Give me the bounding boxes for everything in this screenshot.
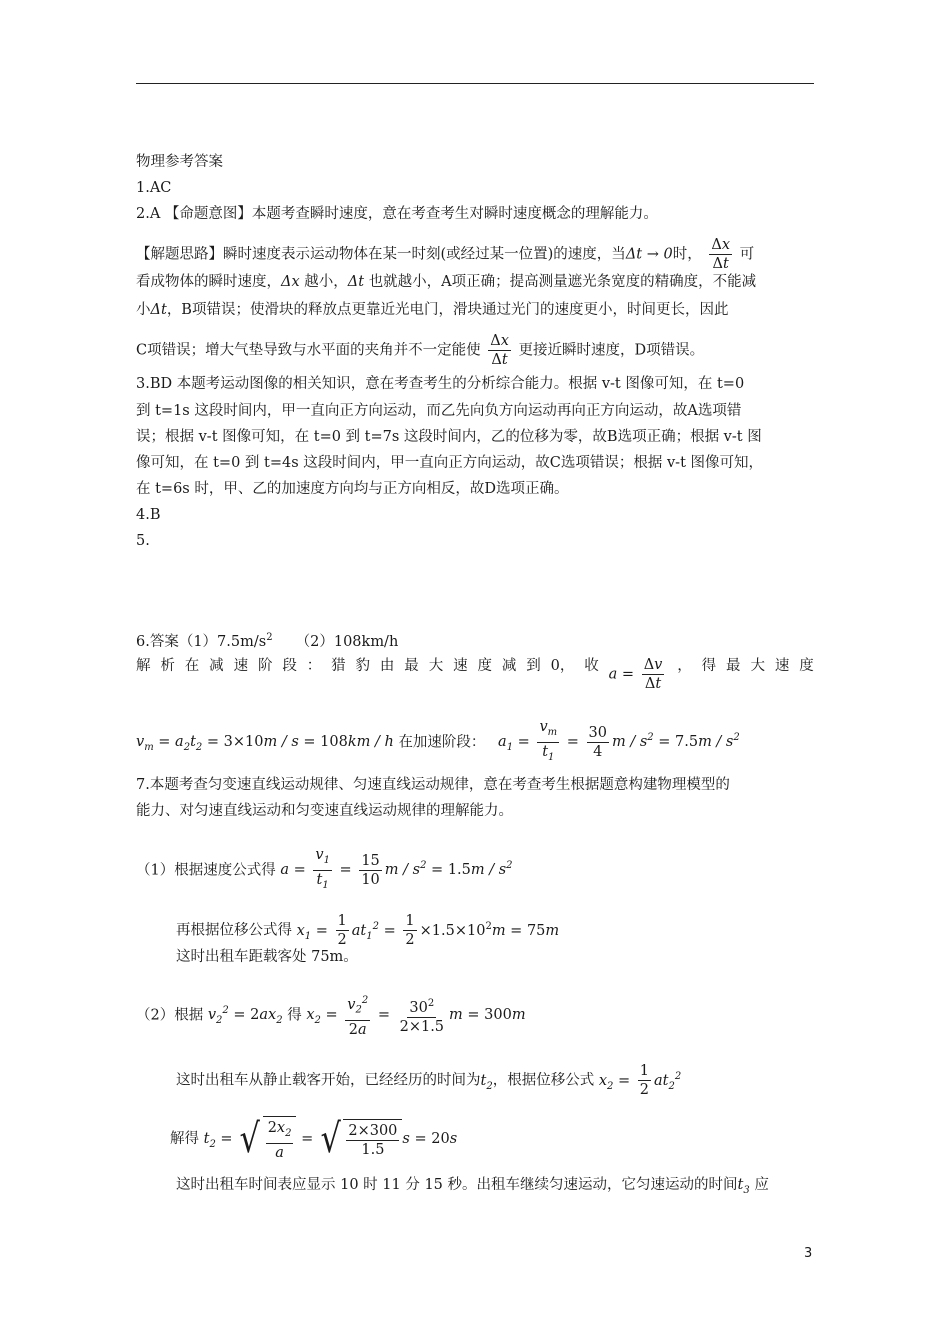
answer-7-part2-formula: （2）根据 $v_2^2 = 2ax_2$ 得 $x_2$ = $\frac{v_2^2}{2a}$ = $\frac{30^2}{2\times 1.5}$ m = 300m — [136, 992, 526, 1039]
answer-5: 5. — [136, 533, 150, 549]
answer-2-line-1: 2.A 【命题意图】本题考查瞬时速度，意在考查考生对瞬时速度概念的理解能力。 — [136, 206, 658, 222]
answer-1: 1.AC — [136, 180, 172, 196]
answer-7-part1-conclusion: 这时出租车距载客处 75m。 — [176, 949, 358, 965]
answer-2-line-4: 小Δt，B项错误；使滑块的释放点更靠近光电门，滑块通过光门的速度更小，时间更长，因此 — [136, 302, 729, 318]
answer-2-line-3: 看成物体的瞬时速度，Δx 越小，Δt 也就越小，A项正确；提高测量遮光条宽度的精确度，不能减 — [136, 274, 757, 290]
answer-6-analysis: 解 析 在 减 速 阶 段 ： 猎 豹 由 最 大 速 度 减 到 0， 收 a = $\frac{\Delta v}{\Delta t}$ ， 得 最 大 速 度 — [136, 657, 814, 692]
answer-2-line-5: C项错误；增大气垫导致与水平面的夹角并不一定能使 $\frac{\Delta x}{\Delta t}$ 更接近瞬时速度，D项错误。 — [136, 333, 705, 368]
answer-3-line-3: 误；根据 v-t 图像可知，在 t=0 到 t=7s 这段时间内，乙的位移为零，故B选项正确；根据 v-t 图 — [136, 429, 762, 445]
answer-2-line-2: 【解题思路】瞬时速度表示运动物体在某一时刻(或经过某一位置)的速度，当Δt → 0时， $\frac{\Delta x}{\Delta t}$ 可 — [136, 237, 755, 272]
answer-4: 4.B — [136, 507, 161, 523]
answer-6-equations: $v_m = a_2t_2 = 3\times 10m / s = 108km / h$ 在加速阶段： $a_1$ = $\frac{v_m}{t_1}$ = $\frac{30}{4}$ $m / s^2 = 7.5m / s^2$ — [136, 719, 740, 763]
header-rule — [136, 83, 814, 84]
answer-7-intro-2: 能力、对匀速直线运动和匀变速直线运动规律的理解能力。 — [136, 803, 513, 819]
answer-7-solve: 解得 $t_2$ = √ $\frac{2x_2}{a}$ = √ $\frac{2\times 300}{1.5}$ s = 20s — [170, 1115, 458, 1162]
page-number: 3 — [804, 1246, 813, 1261]
answer-3-line-5: 在 t=6s 时，甲、乙的加速度方向均与正方向相反，故D选项正确。 — [136, 481, 569, 497]
answer-6-result: 6.答案$(1)7.5m/s^2$ （2）108km/h — [136, 632, 399, 650]
page-title: 物理参考答案 — [136, 154, 223, 170]
answer-3-line-4: 像可知，在 t=0 到 t=4s 这段时间内，甲一直向正方向运动，故C选项错误；根据 v-t 图像可知， — [136, 455, 764, 471]
answer-7-part1-velocity: （1）根据速度公式得 a = $\frac{v_1}{t_1}$ = $\frac{15}{10}$ $m / s^2 = 1.5m / s^2$ — [136, 847, 513, 891]
answer-3-line-1: 3.BD 本题考运动图像的相关知识，意在考查考生的分析综合能力。根据 v-t 图像可知，在 t=0 — [136, 376, 745, 392]
answer-7-part2-time: 这时出租车从静止载客开始，已经经历的时间为$t_2$，根据位移公式 $x_2$ = $\frac{1}{2}$ $at_2^2$ — [176, 1063, 682, 1098]
answer-7-part1-displacement: 再根据位移公式得 $x_1$ = $\frac{1}{2}$ $at_1^2$ = $\frac{1}{2}$ $\times 1.5\times 10^2m = 75m$ — [176, 913, 560, 948]
answer-7-final-line: 这时出租车时间表应显示 10 时 11 分 15 秒。出租车继续匀速运动，它匀速运动的时间$t_3$ 应 — [176, 1177, 769, 1196]
answer-3-line-2: 到 t=1s 这段时间内，甲一直向正方向运动，而乙先向负方向运动再向正方向运动，故A选项错 — [136, 403, 742, 419]
answer-7-intro-1: 7.本题考查匀变速直线运动规律、匀速直线运动规律，意在考查考生根据题意构建物理模型的 — [136, 777, 730, 793]
